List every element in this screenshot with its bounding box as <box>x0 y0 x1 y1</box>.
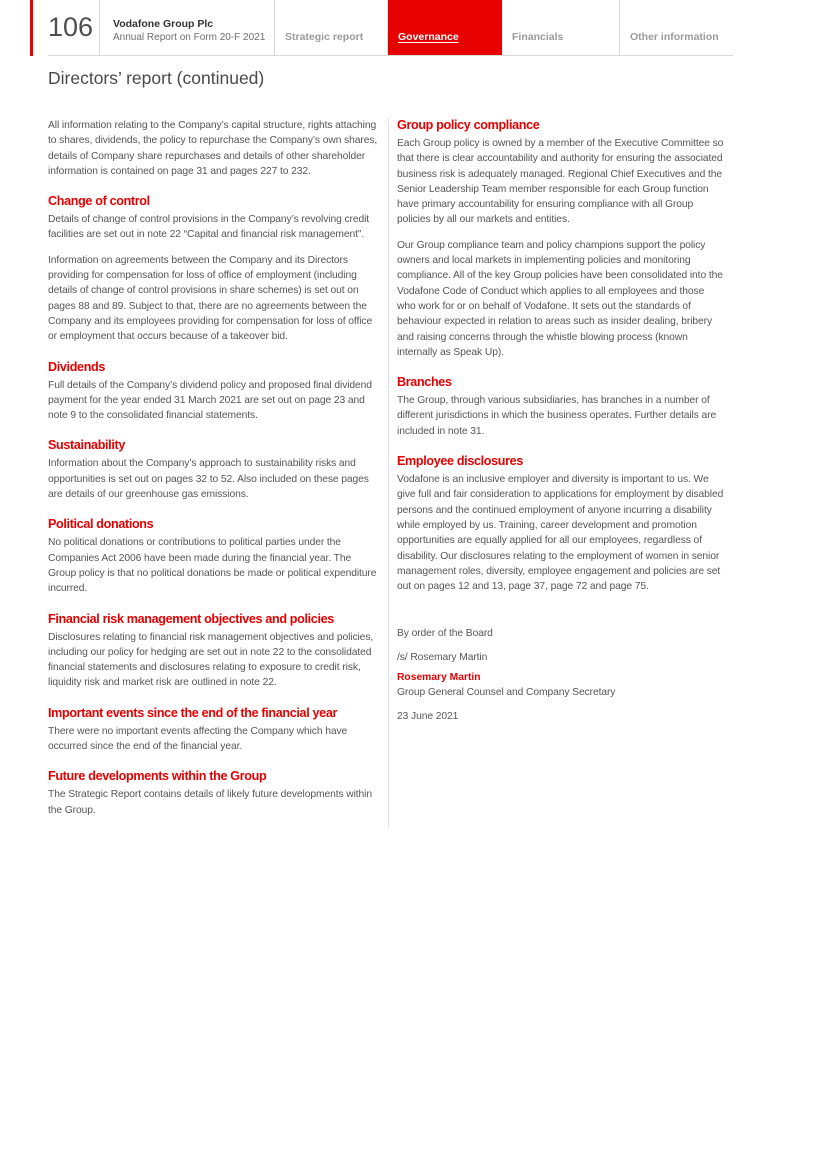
by-order-text: By order of the Board <box>397 628 493 640</box>
right-column <box>388 118 724 828</box>
signatory-name: Rosemary Martin <box>397 672 481 684</box>
section-political-donations <box>48 517 381 596</box>
page-title: Directors’ report (continued) <box>48 68 265 88</box>
section-heading: Important events since the end of the financial year <box>48 705 338 720</box>
paragraph: Details of change of control provisions in the Company’s revolving credit facilities are set out in note 22 “Capital and financial risk management”. <box>48 214 370 241</box>
signatory-role: Group General Counsel and Company Secretary <box>397 687 616 699</box>
paragraph: The Group, through various subsidiaries, has branches in a number of different jurisdictions in which the business operates. Further details are included in note 31. <box>397 395 717 437</box>
paragraph: Information on agreements between the Company and its Directors providing for compensation for loss of office of employment (including details of change of control provisions in share schemes) is set out on pages 88 and 89. Subject to that, there are no agreements between the Company and its employees providing for compensation for loss of office or employment that occurs because of a takeover bid. <box>48 254 373 343</box>
tab-label: Governance <box>398 31 459 43</box>
tab-strategic-report[interactable] <box>275 0 388 55</box>
section-heading: Group policy compliance <box>397 118 540 132</box>
tab-governance[interactable] <box>388 0 502 55</box>
paragraph: There were no important events affecting the Company which have occurred since the end of the financial year. <box>48 725 348 753</box>
section-branches <box>397 375 724 439</box>
signature-text: /s/ Rosemary Martin <box>397 651 488 663</box>
paragraph: Each Group policy is owned by a member of the Executive Committee so that there is clear accountability and authority for ensuring the associated business risk is adequately managed. Regional Chief Executives and the Senior Leadership Team member responsible for each Group function have primary accountability for ensuring compliance with all Group policies by all our markets and entities. <box>397 138 724 226</box>
section-change-of-control <box>48 194 381 344</box>
signoff-block <box>397 626 724 724</box>
section-heading: Branches <box>397 375 452 390</box>
section-future-developments <box>48 769 381 818</box>
page-number: 106 <box>48 0 100 55</box>
section-heading: Political donations <box>48 517 154 532</box>
section-heading: Change of control <box>48 194 150 209</box>
section-heading: Employee disclosures <box>397 454 523 469</box>
report-name: Annual Report on Form 20-F 2021 <box>113 31 266 43</box>
company-name: Vodafone Group Plc <box>113 17 214 30</box>
section-group-policy-compliance <box>397 118 724 360</box>
section-dividends <box>48 360 381 424</box>
section-sustainability <box>48 438 381 502</box>
paragraph: Vodafone is an inclusive employer and diversity is important to us. We give full and fair consideration to applications for employment by disabled persons and the continued employment of anyone incurring a disability while employed by us. Training, career development and promotion opportunities are equally applied for all our employees, regardless of disability. Our disclosures relating to the employment of women in senior management roles, diversity, employee engagement and policies are set out on pages 12 and 13, page 37, page 72 and page 75. <box>397 474 724 593</box>
tab-label: Other information <box>630 31 719 43</box>
brand-block <box>100 0 275 55</box>
section-heading: Dividends <box>48 359 106 374</box>
accent-bar <box>30 0 33 56</box>
paragraph: Disclosures relating to financial risk management objectives and policies, including our policy for hedging are set out in note 22 to the consolidated financial statements and disclosures relating to exposure to credit risk, liquidity risk and market risk are outlined in note 22. <box>48 631 374 689</box>
section-financial-risk-management <box>48 612 381 691</box>
tab-label: Financials <box>512 31 564 43</box>
tab-financials[interactable] <box>502 0 620 55</box>
left-column <box>48 118 381 828</box>
paragraph: The Strategic Report contains details of likely future developments within the Group. <box>48 789 372 816</box>
section-heading: Financial risk management objectives and policies <box>48 611 334 626</box>
tab-other-information[interactable] <box>620 0 733 55</box>
page-header <box>48 0 733 56</box>
section-heading: Future developments within the Group <box>48 769 267 784</box>
paragraph: No political donations or contributions to political parties under the Companies Act 2006 have been made during the financial year. The Group policy is that no political donations be made or political expenditure incurred. <box>48 537 377 595</box>
paragraph: Information about the Company’s approach to sustainability risks and opportunities is set out on pages 32 to 52. Also included on these pages are details of our greenhouse gas emissions. <box>48 458 369 501</box>
signoff-date: 23 June 2021 <box>397 711 459 723</box>
tab-label: Strategic report <box>285 31 364 43</box>
section-heading: Sustainability <box>48 438 125 453</box>
paragraph: Full details of the Company’s dividend policy and proposed final dividend payment for the year ended 31 March 2021 are set out on page 23 and note 9 to the consolidated financial statements. <box>48 379 372 422</box>
paragraph: Our Group compliance team and policy champions support the policy owners and local markets in implementing policies and monitoring compliance. All of the key Group policies have been consolidated into the Vodafone Code of Conduct which applies to all employees and those who work for or on behalf of Vodafone. It sets out the standards of behaviour expected in relation to areas such as insider dealing, bribery and raising concerns through the whistle blowing process (known internally as Speak Up). <box>397 239 723 358</box>
section-employee-disclosures <box>397 454 724 594</box>
intro-paragraph: All information relating to the Company’s capital structure, rights attaching to shares, dividends, the policy to repurchase the Company’s own shares, details of Company share repurchases and details of other shareholder information is contained on page 31 and pages 227 to 232. <box>48 120 378 177</box>
section-important-events <box>48 706 381 755</box>
content-columns <box>48 118 733 828</box>
